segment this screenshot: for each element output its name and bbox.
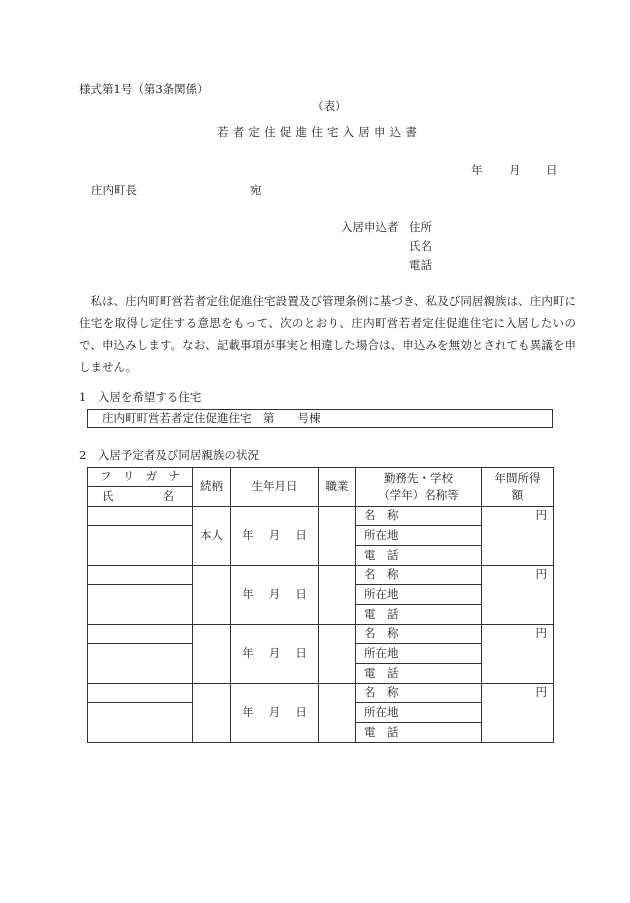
income-cell[interactable]: 円 — [482, 684, 554, 743]
income-header: 年間所得 額 — [482, 468, 554, 507]
work-phone-cell[interactable]: 電 話 — [356, 723, 482, 743]
addressee-honorific: 宛 — [250, 183, 262, 197]
table-row-furigana[interactable] — [88, 684, 193, 703]
occupation-cell[interactable] — [319, 625, 356, 684]
work-name-cell[interactable]: 名 称 — [356, 684, 482, 703]
name-header: 氏 名 — [88, 487, 193, 507]
workplace-header: 勤務先・学校 （学年）名称等 — [356, 468, 482, 507]
occupation-cell[interactable] — [319, 566, 356, 625]
income-cell[interactable]: 円 — [482, 566, 554, 625]
desired-housing-text — [102, 413, 321, 425]
work-phone-cell[interactable]: 電 話 — [356, 546, 482, 566]
section2-heading: 2 入居予定者及び同居親族の状況 — [79, 448, 259, 462]
relation-header: 続柄 — [193, 468, 231, 507]
furigana-header: フ リ ガ ナ — [88, 468, 193, 487]
table-row-name[interactable] — [88, 644, 193, 684]
work-name-cell[interactable]: 名 称 — [356, 507, 482, 526]
table-row-name[interactable] — [88, 703, 193, 743]
occupation-cell[interactable] — [319, 684, 356, 743]
birthdate-cell[interactable]: 年 月 日 — [231, 684, 319, 743]
work-address-cell[interactable]: 所在地 — [356, 703, 482, 723]
relation-cell[interactable] — [193, 625, 231, 684]
income-cell[interactable]: 円 — [482, 507, 554, 566]
date-day: 日 — [546, 163, 558, 177]
birthdate-cell[interactable]: 年 月 日 — [231, 625, 319, 684]
applicant-role-label: 入居申込者 — [341, 220, 399, 234]
form-title: 若者定住促進住宅入居申込書 — [217, 125, 422, 139]
occupation-header: 職業 — [319, 468, 356, 507]
table-row-furigana[interactable] — [88, 507, 193, 526]
household-table — [87, 467, 554, 743]
work-phone-cell[interactable]: 電 話 — [356, 605, 482, 625]
work-phone-cell[interactable]: 電 話 — [356, 664, 482, 684]
date-month: 月 — [509, 163, 521, 177]
table-row-name[interactable] — [88, 526, 193, 566]
income-cell[interactable]: 円 — [482, 625, 554, 684]
housing-dai: 第 — [263, 411, 275, 425]
declaration-paragraph: 私は、庄内町町営若者定住促進住宅設置及び管理条例に基づき、私及び同居親族は、庄内町に住宅を取得し定住する意思をもって、次のとおり、庄内町営若者定住促進住宅に入居したいので、申込みします。なお、記載事項が事実と相違した場合は、申込みを無効とされても異議を申しません。 — [79, 294, 576, 374]
housing-name: 庄内町町営若者定住促進住宅 — [102, 411, 252, 425]
work-address-cell[interactable]: 所在地 — [356, 644, 482, 664]
work-address-cell[interactable]: 所在地 — [356, 585, 482, 605]
birthdate-header: 生年月日 — [231, 468, 319, 507]
side-label: （表） — [312, 99, 347, 113]
relation-cell[interactable]: 本人 — [193, 507, 231, 566]
desired-housing-box — [87, 409, 553, 428]
form-number: 様式第1号（第3条関係） — [79, 82, 209, 96]
applicant-address-label: 住所 — [409, 220, 432, 234]
occupation-cell[interactable] — [319, 507, 356, 566]
date-year: 年 — [471, 163, 483, 177]
table-row-name[interactable] — [88, 585, 193, 625]
applicant-phone-label: 電話 — [409, 258, 432, 272]
relation-cell[interactable] — [193, 566, 231, 625]
table-row-furigana[interactable] — [88, 625, 193, 644]
work-address-cell[interactable]: 所在地 — [356, 526, 482, 546]
work-name-cell[interactable]: 名 称 — [356, 566, 482, 585]
section1-heading: 1 入居を希望する住宅 — [79, 390, 202, 404]
birthdate-cell[interactable]: 年 月 日 — [231, 507, 319, 566]
table-row-furigana[interactable] — [88, 566, 193, 585]
work-name-cell[interactable]: 名 称 — [356, 625, 482, 644]
relation-cell[interactable] — [193, 684, 231, 743]
housing-gou: 号棟 — [297, 411, 321, 425]
applicant-name-label: 氏名 — [409, 239, 432, 253]
birthdate-cell[interactable]: 年 月 日 — [231, 566, 319, 625]
addressee-name: 庄内町長 — [91, 183, 137, 197]
